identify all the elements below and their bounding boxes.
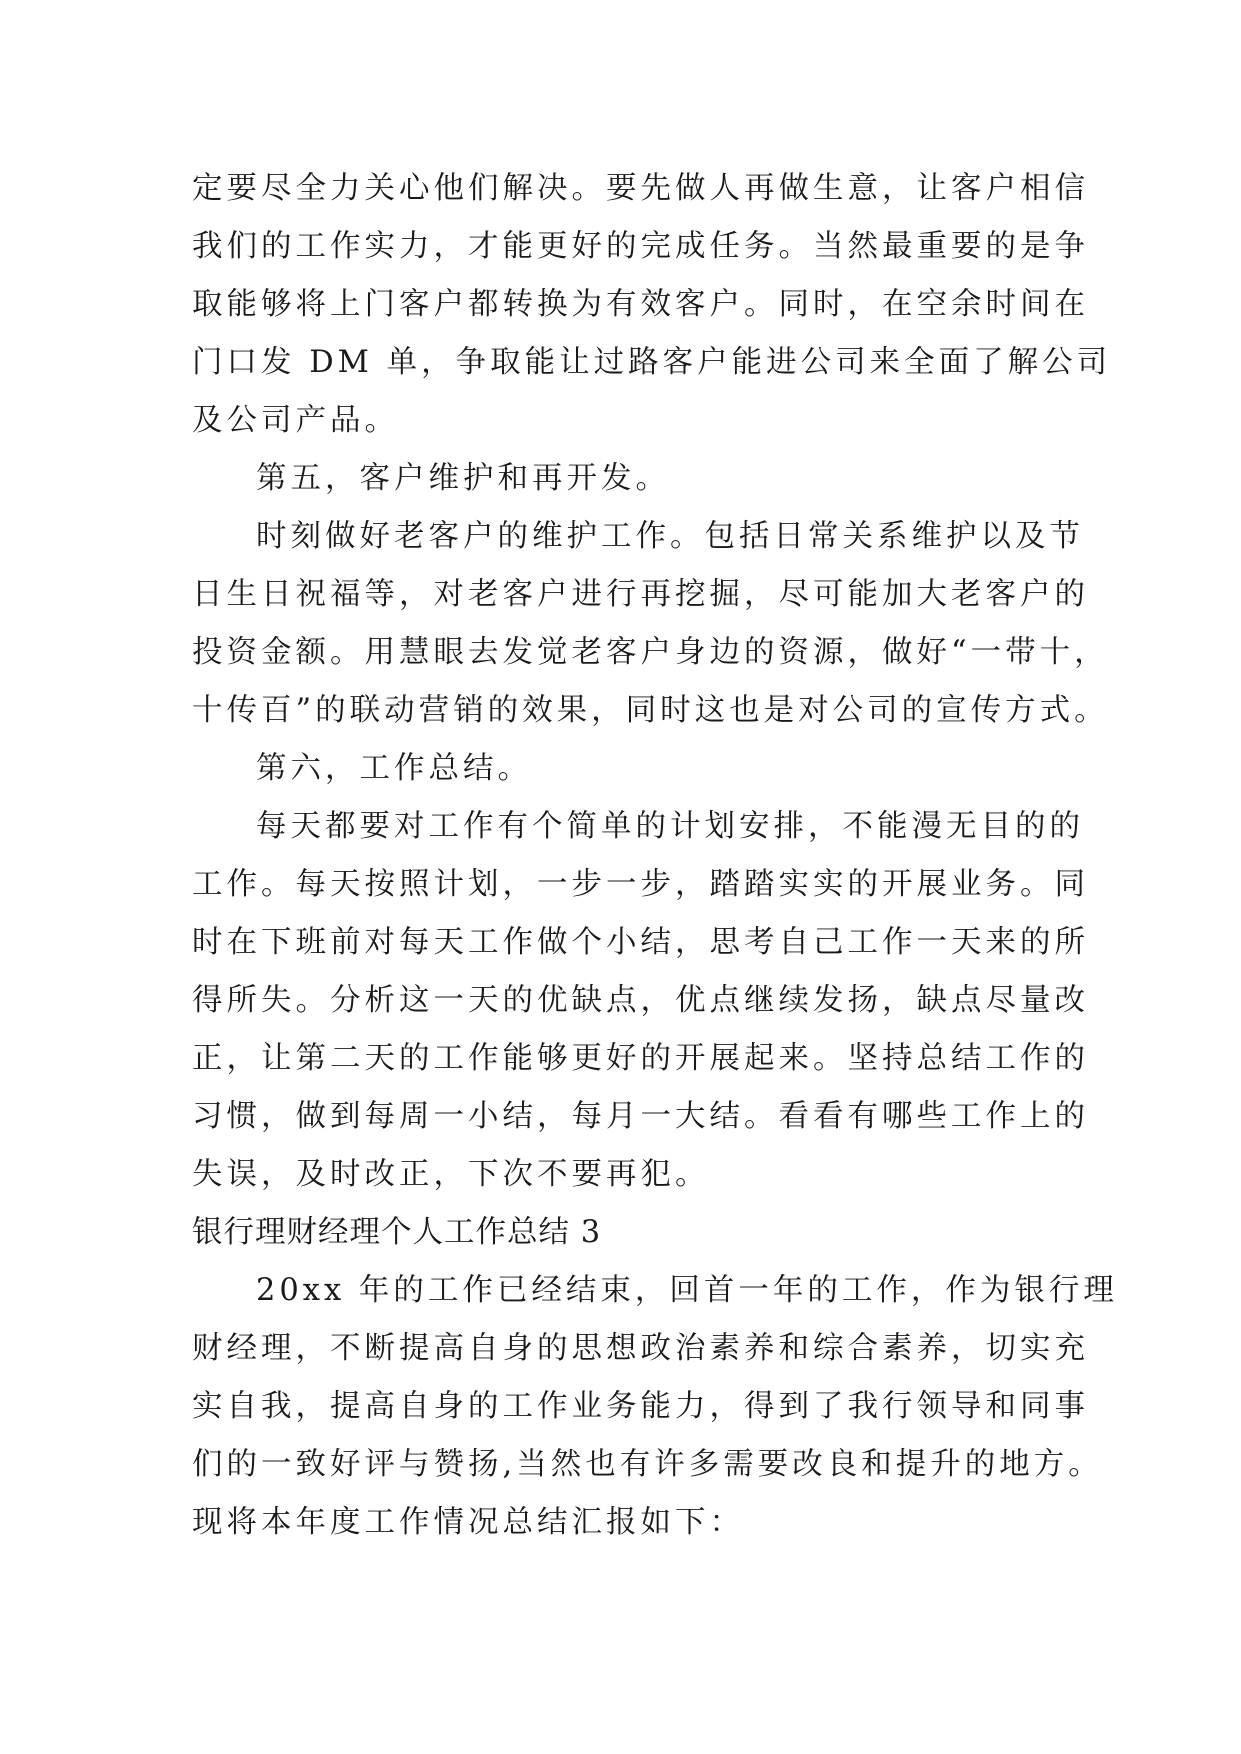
text-line: 时刻做好老客户的维护工作。包括日常关系维护以及节 xyxy=(256,519,1084,554)
text-line: 实自我，提高自身的工作业务能力，得到了我行领导和同事 xyxy=(192,1389,1089,1424)
text-line: 习惯，做到每周一小结，每月一大结。看看有哪些工作上的 xyxy=(192,1099,1089,1134)
section-heading-5: 第五，客户维护和再开发。 xyxy=(256,461,670,496)
text-line: 财经理，不断提高自身的思想政治素养和综合素养，切实充 xyxy=(192,1331,1089,1366)
text-line: 20xx 年的工作已经结束，回首一年的工作，作为银行理 xyxy=(256,1273,1118,1308)
text-line: 得所失。分析这一天的优缺点，优点继续发扬，缺点尽量改 xyxy=(192,983,1089,1018)
text-line: 及公司产品。 xyxy=(192,403,399,438)
article-title: 银行理财经理个人工作总结 3 xyxy=(192,1215,602,1250)
text-line: 们的一致好评与赞扬,当然也有许多需要改良和提升的地方。 xyxy=(192,1447,1103,1482)
text-line: 取能够将上门客户都转换为有效客户。同时，在空余时间在 xyxy=(192,287,1089,322)
document-body xyxy=(192,160,1118,1552)
text-line: 投资金额。用慧眼去发觉老客户身边的资源，做好“一带十， xyxy=(192,635,1109,670)
text-line: 定要尽全力关心他们解决。要先做人再做生意，让客户相信 xyxy=(192,171,1089,206)
text-line: 十传百”的联动营销的效果，同时这也是对公司的宣传方式。 xyxy=(192,693,1109,728)
text-line: 正，让第二天的工作能够更好的开展起来。坚持总结工作的 xyxy=(192,1041,1089,1076)
text-line: 日生日祝福等，对老客户进行再挖掘，尽可能加大老客户的 xyxy=(192,577,1089,612)
text-line: 门口发 DM 单，争取能让过路客户能进公司来全面了解公司 xyxy=(192,345,1112,380)
text-line: 工作。每天按照计划，一步一步，踏踏实实的开展业务。同 xyxy=(192,867,1089,902)
text-line: 我们的工作实力，才能更好的完成任务。当然最重要的是争 xyxy=(192,229,1089,264)
section-heading-6: 第六，工作总结。 xyxy=(256,751,532,786)
text-line: 失误，及时改正，下次不要再犯。 xyxy=(192,1157,710,1192)
text-line: 每天都要对工作有个简单的计划安排，不能漫无目的的 xyxy=(256,809,1084,844)
text-line: 时在下班前对每天工作做个小结，思考自己工作一天来的所 xyxy=(192,925,1089,960)
text-line: 现将本年度工作情况总结汇报如下： xyxy=(192,1505,744,1540)
